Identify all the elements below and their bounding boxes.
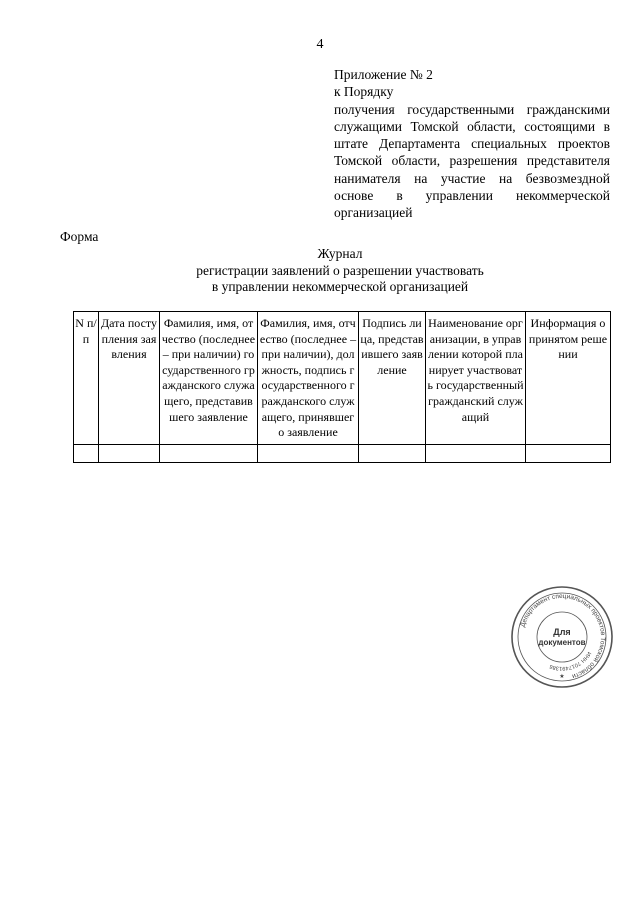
table-cell xyxy=(258,444,359,462)
column-header-receiver-name: Фамилия, имя, отчество (последнее – при наличии), должность, подпись государственного гражданского служащего, принявшего заявление xyxy=(258,312,359,445)
table-header-row xyxy=(74,312,611,445)
journal-title: Журнал xyxy=(317,246,363,261)
table-cell xyxy=(526,444,611,462)
journal-subtitle-line-2: в управлении некоммерческой организацией xyxy=(211,279,469,294)
column-header-organization-name: Наименование организации, в управлении которой планирует участвовать государственный гражданский служащий xyxy=(426,312,526,445)
form-label: Форма xyxy=(60,229,99,244)
table-cell xyxy=(160,444,258,462)
table-cell xyxy=(74,444,99,462)
official-stamp xyxy=(510,585,614,689)
journal-heading xyxy=(120,246,560,296)
column-header-applicant-name: Фамилия, имя, отчество (последнее – при наличии) государственного гражданского служащего, представившего заявление xyxy=(160,312,258,445)
stamp-center-line-1: Для xyxy=(553,627,571,637)
table-row xyxy=(74,444,611,462)
stamp-seal-graphic xyxy=(510,585,614,689)
column-header-decision-info: Информация о принятом решении xyxy=(526,312,611,445)
stamp-outer-ring xyxy=(512,587,612,687)
column-header-applicant-signature: Подпись лица, представившего заявление xyxy=(359,312,426,445)
table-cell xyxy=(99,444,160,462)
journal-table xyxy=(73,311,611,463)
appendix-text: получения государственными гражданскими служащими Томской области, состоящими в штате Департамента специальных проектов Томской области, разрешения представителя нанимателя на участие на безвозмездной основе в управлении некоммерческой организацией xyxy=(334,101,610,221)
stamp-center-line-2: документов xyxy=(538,638,586,647)
column-header-number: N п/п xyxy=(74,312,99,445)
table-cell xyxy=(359,444,426,462)
appendix-title: Приложение № 2 xyxy=(334,67,433,82)
stamp-star: ★ xyxy=(559,673,565,680)
appendix-heading xyxy=(334,66,610,222)
journal-subtitle-line-1: регистрации заявлений о разрешении участвовать xyxy=(196,262,484,278)
stamp-ring-text: Департамент специальных проектов Томской области xyxy=(519,592,607,680)
column-header-receipt-date: Дата поступления заявления xyxy=(99,312,160,445)
stamp-inner-ring xyxy=(537,612,587,662)
stamp-inn-text: ИНН 7017491386 xyxy=(548,650,592,672)
page-number: 4 xyxy=(316,37,324,52)
table-cell xyxy=(426,444,526,462)
appendix-subtitle: к Порядку xyxy=(334,84,394,100)
